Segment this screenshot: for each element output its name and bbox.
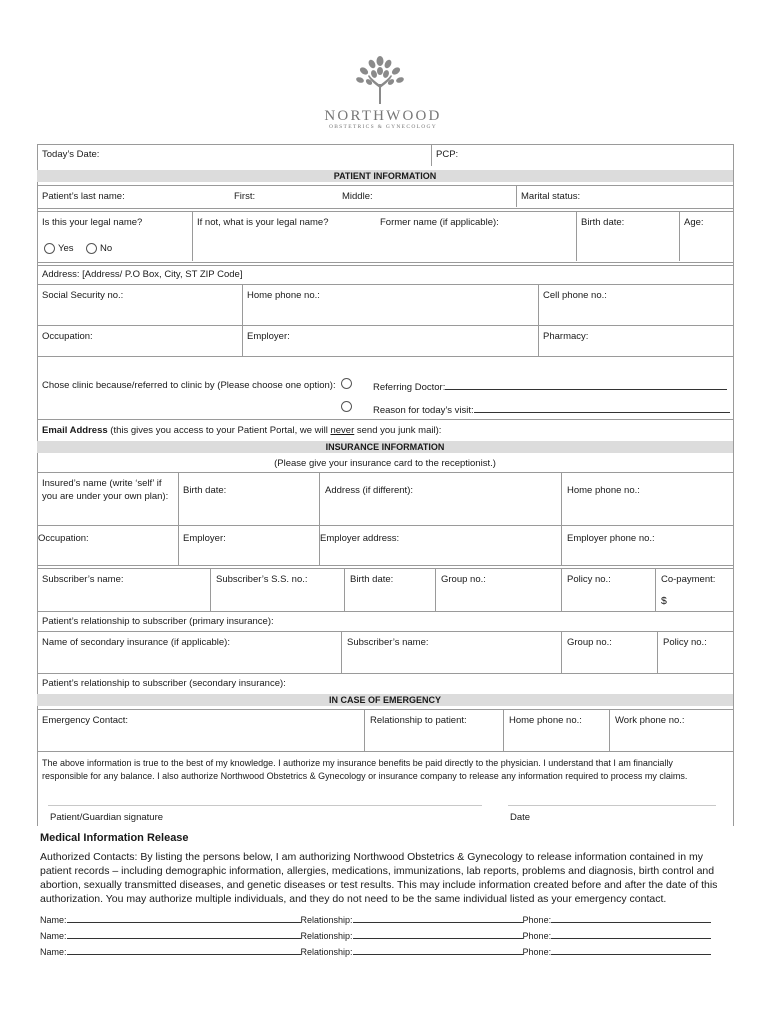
emergency-header: IN CASE OF EMERGENCY xyxy=(37,694,733,706)
logo-subtitle: OBSTETRICS & GYNECOLOGY xyxy=(328,124,438,130)
legal-name-yes-radio[interactable] xyxy=(44,243,55,254)
referring-doctor-label: Referring Doctor: xyxy=(373,379,727,394)
if-not-legal-label: If not, what is your legal name? xyxy=(197,217,329,228)
contact-row-3: Name: Relationship: Phone: xyxy=(40,944,711,958)
employer-phone-label: Employer phone no.: xyxy=(567,533,655,544)
copayment-label: Co-payment: xyxy=(661,574,716,585)
insured-name-label-2: you are under your own plan): xyxy=(42,491,169,502)
insurance-note: (Please give your insurance card to the receptionist.) xyxy=(274,458,496,469)
former-name-label: Former name (if applicable): xyxy=(380,217,499,228)
relationship-primary-label: Patient’s relationship to subscriber (primary insurance): xyxy=(42,616,274,627)
release-paragraph-4: authorization. You may authorize multiple individuals, and they do not need to be the same individual listed as your emergency contact. xyxy=(40,893,667,905)
contact-3-name-field[interactable] xyxy=(67,944,301,955)
last-name-label: Patient’s last name: xyxy=(42,191,125,202)
pcp-label: PCP: xyxy=(436,149,459,160)
employer-label: Employer: xyxy=(247,331,290,342)
contact-3-relationship-field[interactable] xyxy=(353,944,523,955)
referring-doctor-radio[interactable] xyxy=(341,378,352,389)
emergency-relationship-label: Relationship to patient: xyxy=(370,715,467,726)
birth-date-label: Birth date: xyxy=(581,217,625,228)
tree-logo-icon xyxy=(352,54,408,106)
ins-address-label: Address (if different): xyxy=(325,485,414,496)
release-title: Medical Information Release xyxy=(40,832,189,844)
ins-birth-date-label: Birth date: xyxy=(183,485,227,496)
reason-visit-radio[interactable] xyxy=(341,401,352,412)
home-phone-label: Home phone no.: xyxy=(247,290,320,301)
cell-phone-label: Cell phone no.: xyxy=(543,290,607,301)
relationship-secondary-label: Patient’s relationship to subscriber (secondary insurance): xyxy=(42,678,286,689)
sec-policy-no-label: Policy no.: xyxy=(663,637,707,648)
contact-row-2: Name: Relationship: Phone: xyxy=(40,928,711,942)
signature-label: Patient/Guardian signature xyxy=(50,812,164,823)
email-label: Email Address (this gives you access to your Patient Portal, we will never send you junk mail): xyxy=(42,425,442,436)
yes-label: Yes xyxy=(58,243,74,254)
age-label: Age: xyxy=(684,217,704,228)
contact-2-name-field[interactable] xyxy=(67,928,301,939)
ssn-label: Social Security no.: xyxy=(42,290,124,301)
subscriber-name-label: Subscriber’s name: xyxy=(42,574,124,585)
no-label: No xyxy=(100,243,113,254)
release-paragraph-3: abortion, sexually transmitted diseases, and genetic diseases or test results. This may include information created before and after the date of this xyxy=(40,879,718,891)
pharmacy-label: Pharmacy: xyxy=(543,331,589,342)
form-border-left xyxy=(37,144,38,826)
sec-group-no-label: Group no.: xyxy=(567,637,612,648)
emergency-home-phone-label: Home phone no.: xyxy=(509,715,582,726)
ins-occupation-label: Occupation: xyxy=(38,533,89,544)
release-paragraph-1: Authorized Contacts: By listing the persons below, I am authorizing Northwood Obstetrics & Gynecology to release information contained in my xyxy=(40,851,704,863)
employer-address-label: Employer address: xyxy=(320,533,400,544)
policy-no-label: Policy no.: xyxy=(567,574,611,585)
signature-line[interactable] xyxy=(48,805,482,806)
insurance-info-header: INSURANCE INFORMATION xyxy=(37,441,733,453)
emergency-work-phone-label: Work phone no.: xyxy=(615,715,685,726)
occupation-label: Occupation: xyxy=(42,331,93,342)
middle-name-label: Middle: xyxy=(342,191,373,202)
reason-visit-label: Reason for today’s visit: xyxy=(373,402,730,417)
ins-home-phone-label: Home phone no.: xyxy=(567,485,640,496)
form-border-right xyxy=(733,144,734,826)
first-name-label: First: xyxy=(234,191,256,202)
contact-1-relationship-field[interactable] xyxy=(353,912,523,923)
address-label: Address: [Address/ P.O Box, City, ST ZIP Code] xyxy=(42,269,243,280)
date-label: Date xyxy=(510,812,531,823)
subscriber-ssn-label: Subscriber’s S.S. no.: xyxy=(216,574,308,585)
authorization-line-1: The above information is true to the best of my knowledge. I authorize my insurance benefits be paid directly to the physician. I understand that I am financially xyxy=(42,758,673,768)
clinic-reason-label: Chose clinic because/referred to clinic by (Please choose one option): xyxy=(42,380,336,391)
logo-name: NORTHWOOD xyxy=(324,108,442,124)
sec-subscriber-name-label: Subscriber’s name: xyxy=(347,637,429,648)
contact-1-name-field[interactable] xyxy=(67,912,301,923)
ins-employer-label: Employer: xyxy=(183,533,226,544)
release-paragraph-2: patient records – including demographic information, allergies, medications, immunizations, lab reports, problems and diagnosis, birth control and xyxy=(40,865,715,877)
emergency-contact-label: Emergency Contact: xyxy=(42,715,129,726)
group-no-label: Group no.: xyxy=(441,574,486,585)
date-line[interactable] xyxy=(508,805,716,806)
legal-name-no-radio[interactable] xyxy=(86,243,97,254)
contact-row-1: Name: Relationship: Phone: xyxy=(40,912,711,926)
copayment-dollar: $ xyxy=(661,595,667,607)
secondary-insurance-label: Name of secondary insurance (if applicable): xyxy=(42,637,230,648)
sub-birth-date-label: Birth date: xyxy=(350,574,394,585)
authorization-line-2: responsible for any balance. I also authorize Northwood Obstetrics & Gynecology or insurance company to release any information required to process my claims. xyxy=(42,771,688,781)
todays-date-label: Today’s Date: xyxy=(42,149,100,160)
contact-2-phone-field[interactable] xyxy=(551,928,711,939)
insured-name-label-1: Insured’s name (write ‘self’ if xyxy=(42,478,162,489)
contact-3-phone-field[interactable] xyxy=(551,944,711,955)
legal-name-question: Is this your legal name? xyxy=(42,217,143,228)
marital-status-label: Marital status: xyxy=(521,191,581,202)
contact-2-relationship-field[interactable] xyxy=(353,928,523,939)
patient-info-header: PATIENT INFORMATION xyxy=(37,170,733,182)
contact-1-phone-field[interactable] xyxy=(551,912,711,923)
